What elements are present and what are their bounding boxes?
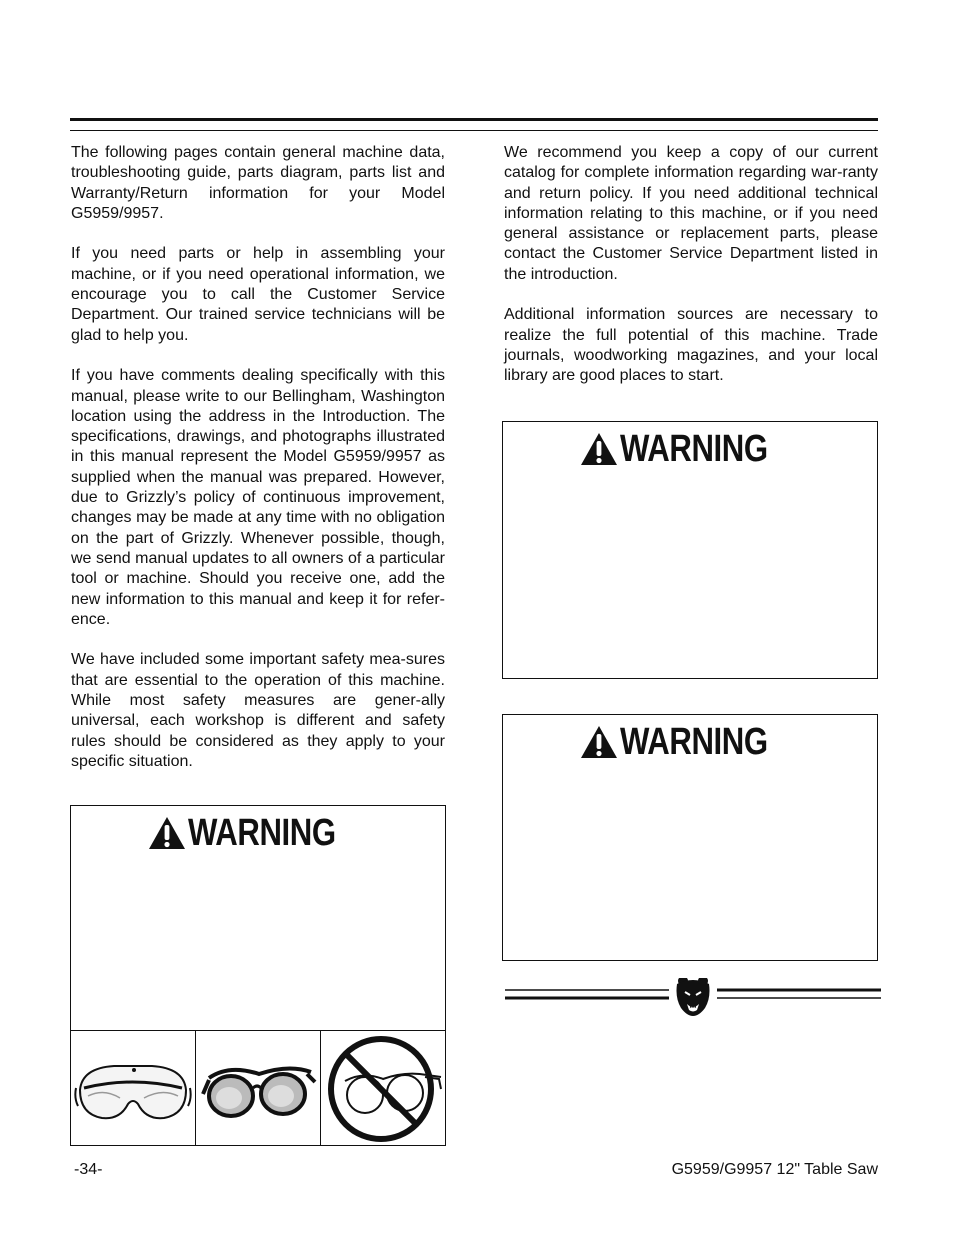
warning-triangle-icon: [148, 816, 186, 850]
left-paragraph-1: The following pages contain general machine data, troubleshooting guide, parts diagram, parts list and Warranty/Return information for your Model G5959/9957.: [71, 144, 445, 222]
right-column: [504, 143, 878, 407]
warning-box-left: [70, 805, 446, 1146]
no-regular-glasses-icon: [323, 1033, 443, 1143]
header-rule-thin: [70, 130, 878, 131]
glasses-cell: [196, 1031, 321, 1145]
grizzly-bear-logo-icon: [677, 978, 710, 1016]
footer-manual-title: G5959/G9957 12" Table Saw: [671, 1161, 878, 1178]
footer-page-number: -34-: [74, 1161, 103, 1178]
warning-header-right-top: [503, 430, 877, 468]
safety-glasses-icon: [199, 1048, 317, 1128]
left-column: [71, 143, 445, 793]
warning-triangle-icon: [580, 725, 618, 759]
warning-header-left: [71, 814, 445, 852]
left-paragraph-3: If you have comments dealing specifically with this manual, please write to our Bellingham, Washington location using the address in the Introduction. The specifications, drawings, and photographs illustrated in this manual represent the Model G5959/9957 as supplied when the manual was prepared. However, due to Grizzly’s policy of continuous improvement, changes may be made at any time with no obligation on the part of Grizzly. Whenever possible, though, we send manual updates to all owners of a particular tool or machine. Should you receive one, add the new information to this manual and keep it for refer-ence.: [71, 367, 445, 628]
warning-title-left: WARNING: [187, 812, 336, 854]
right-paragraph-1: We recommend you keep a copy of our current catalog for complete information regarding war-ranty and return policy. If you need additional technical information relating to this machine, or if you need general assistance or replacement parts, please contact the Customer Service Department listed in the introduction.: [504, 144, 878, 283]
warning-triangle-icon: [580, 432, 618, 466]
warning-box-right-top: [502, 421, 878, 679]
safety-goggles-icon: [74, 1048, 192, 1128]
header-rule-thick: [70, 118, 878, 121]
warning-box-right-bottom: [502, 714, 878, 961]
right-paragraph-2: Additional information sources are necessary to realize the full potential of this machine. Trade journals, woodworking magazines, and your local library are good places to start.: [504, 306, 878, 385]
eyewear-row: [71, 1030, 445, 1145]
left-paragraph-2: If you need parts or help in assembling your machine, or if you need operational information, we encourage you to call the Customer Service Department. Our trained service technicians will be glad to help you.: [71, 245, 445, 344]
goggles-cell: [71, 1031, 196, 1145]
no-glasses-cell: [321, 1031, 445, 1145]
warning-header-right-bottom: [503, 723, 877, 761]
warning-title-right-bottom: WARNING: [619, 721, 768, 763]
warning-title-right-top: WARNING: [619, 428, 768, 470]
left-paragraph-4: We have included some important safety mea-sures that are essential to the operation of this machine. While most safety measures are gener-ally universal, each workshop is different and safety rules should be considered as they apply to your specific situation.: [71, 651, 445, 770]
bear-logo-divider: [505, 978, 881, 1018]
